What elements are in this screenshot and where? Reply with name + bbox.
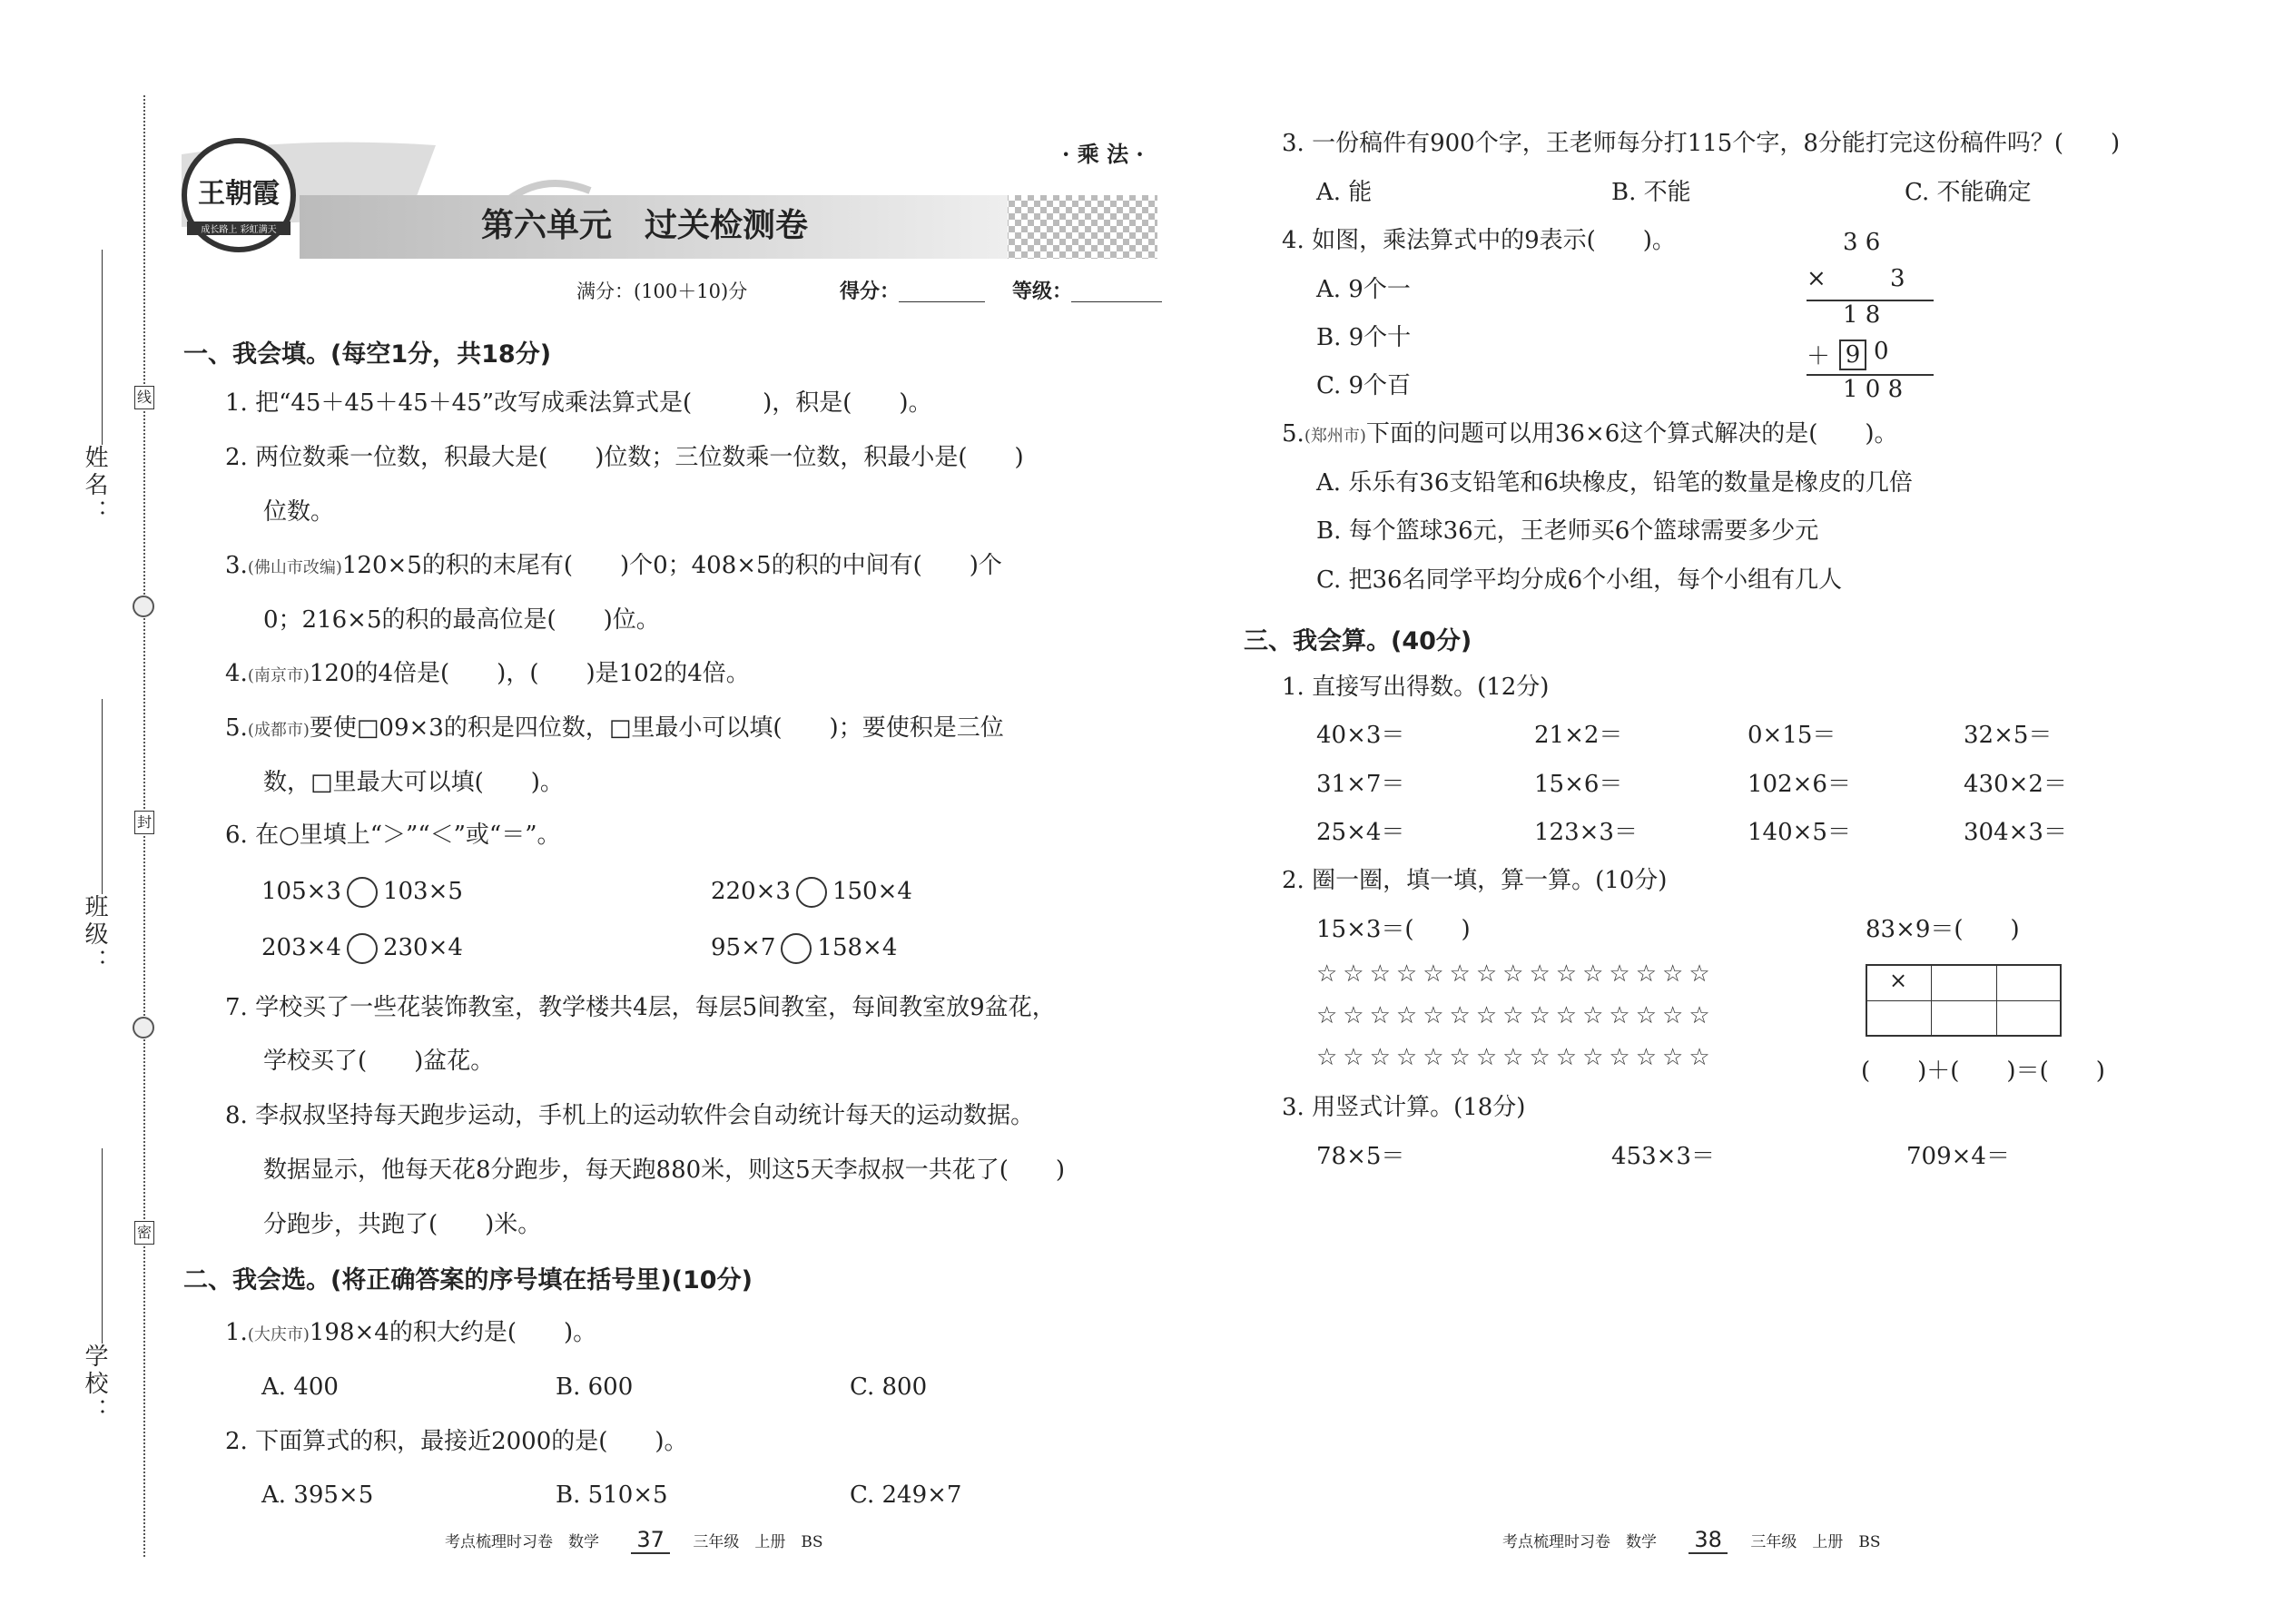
s1-q3-number: 3. [225,552,248,579]
s2-q1-source: (大庆市) [247,1325,310,1344]
page-number: 37 [631,1527,670,1554]
compare-circle[interactable] [347,933,378,964]
grid-cell[interactable] [1933,1002,1994,1035]
s3-q2-left-expr: 15×3＝( ) [1316,916,1471,943]
compare-left: 220×3 [711,878,791,905]
option-a[interactable]: A. 395×5 [261,1481,374,1509]
fig-row4: 0 [1874,338,1889,365]
star-row[interactable]: ☆☆☆☆☆☆☆☆☆☆☆☆☆☆☆ [1316,960,1716,988]
s1-q3-line2: 0；216×5的积的最高位是( )位。 [263,606,660,634]
compare-left: 95×7 [711,934,776,961]
s2-q5-number: 5. [1282,420,1305,448]
option-b[interactable]: B. 每个篮球36元，王老师买6个篮球需要多少元 [1316,517,1819,545]
s1-q1: 1. 把“45＋45＋45＋45”改写成乘法算式是( )，积是( )。 [225,389,932,417]
option-c[interactable]: C. 不能确定 [1905,179,2032,206]
footer-grade: 三年级 上册 BS [1750,1533,1881,1551]
s3-q3: 3. 用竖式计算。(18分) [1282,1094,1526,1121]
oral-calc: 102×6＝ [1748,771,1851,798]
grid-cell[interactable] [1867,1002,1929,1035]
option-c[interactable]: C. 800 [850,1373,928,1401]
s1-q4-source: (南京市) [247,666,310,685]
fig-row1: 3 6 [1843,229,1881,256]
option-c[interactable]: C. 把36名同学平均分成6个小组，每个小组有几人 [1316,566,1843,594]
section-3-heading: 三、我会算。(40分) [1244,627,1472,655]
brand-name: 王朝霞 [198,178,280,210]
full-score: 满分：(100＋10)分 [576,281,748,302]
s2-q2: 2. 下面算式的积，最接近2000的是( )。 [225,1428,688,1455]
compare-right: 150×4 [832,878,912,905]
s2-q3: 3. 一份稿件有900个字，王老师每分打115个字，8分能打完这份稿件吗？( ) [1282,130,2121,157]
s1-q4-text: 120的4倍是( )，( )是102的4倍。 [309,660,750,687]
option-b[interactable]: B. 不能 [1611,179,1691,206]
name-label: 姓名： [81,445,108,527]
footer-grade: 三年级 上册 BS [693,1533,823,1551]
grid-cell[interactable] [1998,966,2060,999]
s1-q5-number: 5. [225,714,248,742]
fig-op-plus: ＋ [1807,343,1831,370]
binding-margin [0,0,154,1624]
unit-tag: · 乘 法 · [1062,141,1144,167]
footer-left [445,1527,823,1552]
s1-q5-text: 要使□09×3的积是四位数，□里最小可以填( )；要使积是三位 [309,714,1004,742]
grade-label: 等级： [1012,281,1073,303]
name-line[interactable] [102,250,103,445]
s1-q5-line2: 数，□里最大可以填( )。 [263,769,564,796]
s1-q5-line1 [225,710,1004,749]
option-b[interactable]: B. 600 [556,1373,634,1401]
option-a[interactable]: A. 能 [1316,179,1373,206]
s1-q2-line2: 位数。 [263,498,335,526]
cut-mark-line: 线 [134,386,154,409]
oral-calc: 31×7＝ [1316,771,1405,798]
star-row[interactable]: ☆☆☆☆☆☆☆☆☆☆☆☆☆☆☆ [1316,1044,1716,1071]
option-b[interactable]: B. 510×5 [556,1481,668,1509]
s1-q6-item [261,873,463,910]
brand-slogan: 成长路上 彩虹满天 [187,221,290,235]
school-line[interactable] [102,1148,103,1343]
fig-row5: 1 0 8 [1843,376,1904,403]
score-label: 得分： [840,281,901,303]
class-line[interactable] [102,699,103,894]
s2-q5-source: (郑州市) [1304,427,1366,446]
vertical-multiplication-figure [1807,229,1934,410]
fig-row3: 1 8 [1843,301,1881,329]
oral-calc: 304×3＝ [1964,819,2067,846]
s1-q8-line1: 8. 李叔叔坚持每天跑步运动，手机上的运动软件会自动统计每天的运动数据。 [225,1102,1035,1129]
oral-calc: 40×3＝ [1316,722,1405,749]
compare-right: 230×4 [382,934,463,961]
option-a[interactable]: A. 9个一 [1316,276,1411,303]
grid-cell[interactable] [1998,1002,2060,1035]
school-label: 学校： [81,1343,108,1425]
s1-q6: 6. 在○里填上“＞”“＜”或“＝”。 [225,822,561,849]
s2-q5 [1282,416,1898,455]
s2-q5-text: 下面的问题可以用36×6这个算式解决的是( )。 [1365,420,1898,448]
vertical-calc: 453×3＝ [1611,1143,1715,1170]
s3-q2-sum: ( )＋( )＝( ) [1861,1058,2105,1085]
option-a[interactable]: A. 400 [261,1373,339,1401]
s2-q1 [225,1314,596,1353]
s1-q8-line3: 分跑步，共跑了( )米。 [263,1211,542,1238]
s1-q5-source: (成都市) [247,721,310,740]
grid-times-mark: × [1889,968,1908,993]
section-2-heading: 二、我会选。(将正确答案的序号填在括号里)(10分) [183,1266,753,1294]
s1-q2-line1: 2. 两位数乘一位数，积最大是( )位数；三位数乘一位数，积最小是( ) [225,444,1024,471]
vertical-calc: 78×5＝ [1316,1143,1405,1170]
s1-q6-item [711,873,912,910]
footer-right [1502,1527,1881,1552]
s3-q1: 1. 直接写出得数。(12分) [1282,674,1550,701]
oral-calc: 32×5＝ [1964,722,2053,749]
option-a[interactable]: A. 乐乐有36支铅笔和6块橡皮，铅笔的数量是橡皮的几倍 [1316,469,1913,497]
s1-q3-line1 [225,547,1002,586]
s3-q2-right-expr: 83×9＝( ) [1866,916,2020,943]
star-row[interactable]: ☆☆☆☆☆☆☆☆☆☆☆☆☆☆☆ [1316,1002,1716,1029]
class-label: 班级： [81,894,108,976]
cut-mark-secret: 密 [134,1221,154,1245]
footer-book: 考点梳理时习卷 数学 [445,1533,599,1551]
fig-boxed-digit: 9 [1839,340,1866,370]
fig-op-times: × [1807,265,1826,292]
spiral-ring-icon [133,1017,154,1038]
grid-cell[interactable] [1933,966,1994,999]
compare-left: 203×4 [261,934,341,961]
s1-q7-line2: 学校买了( )盆花。 [263,1048,495,1075]
cut-mark-seal: 封 [134,811,154,834]
oral-calc: 25×4＝ [1316,819,1405,846]
compare-circle[interactable] [347,877,378,908]
s3-q2: 2. 圈一圈，填一填，算一算。(10分) [1282,867,1668,894]
option-c[interactable]: C. 249×7 [850,1481,962,1509]
s1-q4 [225,655,750,694]
score-field[interactable] [899,301,985,302]
spiral-ring-icon [133,595,154,617]
vertical-calc: 709×4＝ [1906,1143,2010,1170]
s1-q8-line2: 数据显示，他每天花8分跑步，每天跑880米，则这5天李叔叔一共花了( ) [263,1156,1065,1184]
s1-q6-item [261,930,463,966]
compare-left: 105×3 [261,878,341,905]
option-b[interactable]: B. 9个十 [1316,324,1412,351]
oral-calc: 15×6＝ [1534,771,1623,798]
s2-q1-text: 198×4的积大约是( )。 [309,1319,597,1346]
compare-circle[interactable] [781,933,812,964]
s2-q1-number: 1. [225,1319,248,1346]
section-1-heading: 一、我会填。(每空1分，共18分) [183,340,552,369]
s1-q7-line1: 7. 学校买了一些花装饰教室，教学楼共4层，每层5间教室，每间教室放9盆花， [225,994,1056,1021]
s1-q4-number: 4. [225,660,248,687]
s2-q4: 4. 如图，乘法算式中的9表示( )。 [1282,227,1676,254]
grade-field[interactable] [1071,301,1162,302]
fig-row2: 3 [1890,265,1905,292]
oral-calc: 0×15＝ [1748,722,1836,749]
oral-calc: 430×2＝ [1964,771,2067,798]
compare-right: 103×5 [382,878,463,905]
compare-circle[interactable] [796,877,827,908]
page-title: 第六单元 过关检测卷 [481,207,809,244]
page-number: 38 [1689,1527,1728,1554]
oral-calc: 140×5＝ [1748,819,1851,846]
s1-q3-source: (佛山市改编) [247,558,342,577]
oral-calc: 123×3＝ [1534,819,1638,846]
oral-calc: 21×2＝ [1534,722,1623,749]
footer-book: 考点梳理时习卷 数学 [1502,1533,1657,1551]
brand-logo [182,138,296,252]
compare-right: 158×4 [817,934,898,961]
s1-q3-text: 120×5的积的末尾有( )个0；408×5的积的中间有( )个 [341,552,1002,579]
s1-q6-item [711,930,897,966]
option-c[interactable]: C. 9个百 [1316,372,1412,399]
multiplication-grid [1866,964,2062,1037]
